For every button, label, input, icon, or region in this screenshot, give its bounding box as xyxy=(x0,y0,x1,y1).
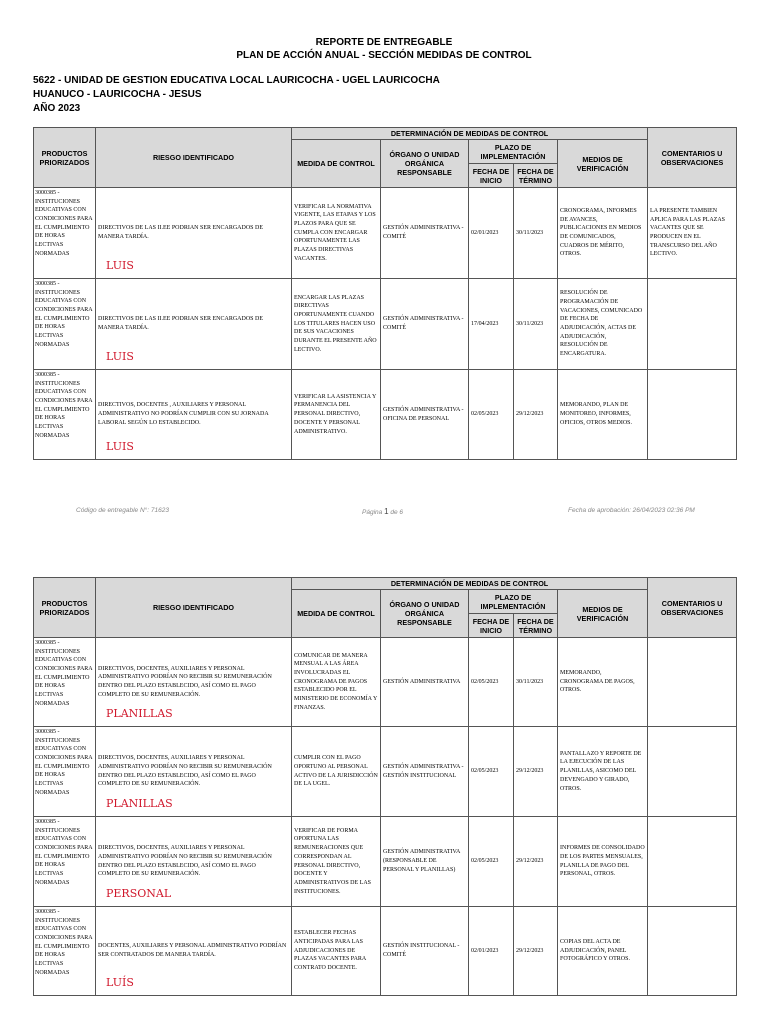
producto-cell: 3000385 - INSTITUCIONES EDUCATIVAS CON CONDICIONES PARA EL CUMPLIMIENTO DE HORAS LECTIVAS NORMADAS xyxy=(34,817,96,907)
approval-date: Fecha de aprobación: 26/04/2023 02:36 PM xyxy=(568,507,695,514)
fecha-inicio-cell: 02/05/2023 xyxy=(469,727,514,817)
header-riesgo: RIESGO IDENTIFICADO xyxy=(96,128,292,188)
comentarios-cell: LA PRESENTE TAMBIEN APLICA PARA LAS PLAZAS VACANTES QUE SE PRODUCEN EN EL TRANSCURSO DEL AÑO LECTIVO. xyxy=(648,188,737,279)
organo-cell: GESTIÓN ADMINISTRATIVA - COMITÉ xyxy=(381,188,469,279)
comentarios-cell xyxy=(648,727,737,817)
fecha-termino-cell: 30/11/2023 xyxy=(514,279,558,370)
organo-cell: GESTIÓN ADMINISTRATIVA - OFICINA DE PERSONAL xyxy=(381,370,469,460)
medida-cell: VERIFICAR DE FORMA OPORTUNA LAS REMUNERACIONES QUE CORRESPONDAN AL PERSONAL DIRECTIVO, DOCENTE Y ADMINISTRATIVOS DE LAS INSTITUCIONES. xyxy=(292,817,381,907)
organo-cell: GESTIÓN ADMINISTRATIVA - GESTIÓN INSTITUCIONAL xyxy=(381,727,469,817)
header-medida: MEDIDA DE CONTROL xyxy=(292,140,381,188)
fecha-inicio-cell: 02/01/2023 xyxy=(469,907,514,996)
fecha-termino-cell: 29/12/2023 xyxy=(514,370,558,460)
fecha-termino-cell: 30/11/2023 xyxy=(514,188,558,279)
header-fecha-inicio: FECHA DE INICIO xyxy=(469,614,514,638)
page-indicator: Página 1 de 6 xyxy=(362,507,403,516)
medios-cell: PANTALLAZO Y REPORTE DE LA EJECUCIÓN DE LAS PLANILLAS, ASICOMO DEL DEVENGADO Y GIRADO, OTROS. xyxy=(558,727,648,817)
fecha-termino-cell: 29/12/2023 xyxy=(514,727,558,817)
riesgo-cell: DIRECTIVOS, DOCENTES, AUXILIARES Y PERSONAL ADMINISTRATIVO PODRÍAN NO RECIBIR SU REMUNERACIÓN DENTRO DEL PLAZO ESTABLECIDO, ASÍ COMO EL PAGO COMPLETO DE SU REMUNERACIÓN. PLANILLAS xyxy=(96,727,292,817)
header-medios: MEDIOS DE VERIFICACIÓN xyxy=(558,140,648,188)
table-row xyxy=(34,279,737,370)
organo-cell: GESTIÓN INSTITUCIONAL - COMITÉ xyxy=(381,907,469,996)
producto-cell: 3000385 - INSTITUCIONES EDUCATIVAS CON CONDICIONES PARA EL CUMPLIMIENTO DE HORAS LECTIVAS NORMADAS xyxy=(34,638,96,727)
fecha-inicio-cell: 02/05/2023 xyxy=(469,817,514,907)
medios-cell: RESOLUCIÓN DE PROGRAMACIÓN DE VACACIONES, COMUNICADO DE FECHA DE ADJUDICACIÓN, ACTAS DE ADJUDICACIÓN, RESOLUCIÓN DE ENCARGATURA. xyxy=(558,279,648,370)
deliverable-code: Código de entregable N°: 71623 xyxy=(76,507,169,514)
riesgo-cell: DIRECTIVOS, DOCENTES, AUXILIARES Y PERSONAL ADMINISTRATIVO PODRÍAN NO RECIBIR SU REMUNERACIÓN DENTRO DEL PLAZO ESTABLECIDO, ASÍ COMO EL PAGO COMPLETO DE SU REMUNERACIÓN. PERSONAL xyxy=(96,817,292,907)
producto-cell: 3000385 - INSTITUCIONES EDUCATIVAS CON CONDICIONES PARA EL CUMPLIMIENTO DE HORAS LECTIVAS NORMADAS xyxy=(34,188,96,279)
header-determinacion: DETERMINACIÓN DE MEDIDAS DE CONTROL xyxy=(292,128,648,140)
medida-cell: VERIFICAR LA ASISTENCIA Y PERMANENCIA DEL PERSONAL DIRECTIVO, DOCENTE Y PERSONAL ADMINISTRATIVO. xyxy=(292,370,381,460)
fecha-inicio-cell: 02/01/2023 xyxy=(469,188,514,279)
report-subtitle: PLAN DE ACCIÓN ANUAL - SECCIÓN MEDIDAS DE CONTROL xyxy=(236,50,532,61)
table-row xyxy=(34,638,737,727)
comentarios-cell xyxy=(648,279,737,370)
control-measures-table-page1 xyxy=(33,127,737,460)
riesgo-cell: DOCENTES, AUXILIARES Y PERSONAL ADMINISTRATIVO PODRÍAN SER CONTRATADOS DE MANERA TARDÍA. LUÍS xyxy=(96,907,292,996)
producto-cell: 3000385 - INSTITUCIONES EDUCATIVAS CON CONDICIONES PARA EL CUMPLIMIENTO DE HORAS LECTIVAS NORMADAS xyxy=(34,907,96,996)
header-plazo: PLAZO DE IMPLEMENTACIÓN xyxy=(469,140,558,164)
handwritten-note: LUÍS xyxy=(106,976,134,990)
fecha-inicio-cell: 17/04/2023 xyxy=(469,279,514,370)
comentarios-cell xyxy=(648,370,737,460)
location: HUANUCO - LAURICOCHA - JESUS xyxy=(33,89,202,100)
handwritten-note: PLANILLAS xyxy=(106,797,173,811)
medios-cell: CRONOGRAMA, INFORMES DE AVANCES, PUBLICACIONES EN MEDIOS DE COMUNICADOS, CUADROS DE MÉRITO, OTROS. xyxy=(558,188,648,279)
unit-name: 5622 - UNIDAD DE GESTION EDUCATIVA LOCAL LAURICOCHA - UGEL LAURICOCHA xyxy=(33,75,440,86)
fecha-termino-cell: 29/12/2023 xyxy=(514,907,558,996)
comentarios-cell xyxy=(648,907,737,996)
header-comentarios: COMENTARIOS U OBSERVACIONES xyxy=(648,578,737,638)
header-organo: ÓRGANO O UNIDAD ORGÁNICA RESPONSABLE xyxy=(381,140,469,188)
producto-cell: 3000385 - INSTITUCIONES EDUCATIVAS CON CONDICIONES PARA EL CUMPLIMIENTO DE HORAS LECTIVAS NORMADAS xyxy=(34,370,96,460)
header-productos: PRODUCTOS PRIORIZADOS xyxy=(34,578,96,638)
header-medida: MEDIDA DE CONTROL xyxy=(292,590,381,638)
fecha-inicio-cell: 02/05/2023 xyxy=(469,638,514,727)
header-medios: MEDIOS DE VERIFICACIÓN xyxy=(558,590,648,638)
year: AÑO 2023 xyxy=(33,103,81,114)
header-comentarios: COMENTARIOS U OBSERVACIONES xyxy=(648,128,737,188)
fecha-termino-cell: 29/12/2023 xyxy=(514,817,558,907)
header-fecha-termino: FECHA DE TÉRMINO xyxy=(514,614,558,638)
riesgo-cell: DIRECTIVOS, DOCENTES , AUXILIARES Y PERSONAL ADMINISTRATIVO NO PODRÍAN CUMPLIR CON SU JORNADA LABORAL SEGÚN LO ESTABLECIDO. LUIS xyxy=(96,370,292,460)
header-productos: PRODUCTOS PRIORIZADOS xyxy=(34,128,96,188)
table-row xyxy=(34,907,737,996)
medios-cell: MEMORANDO, PLAN DE MONITOREO, INFORMES, OFICIOS, OTROS MEDIOS. xyxy=(558,370,648,460)
producto-cell: 3000385 - INSTITUCIONES EDUCATIVAS CON CONDICIONES PARA EL CUMPLIMIENTO DE HORAS LECTIVAS NORMADAS xyxy=(34,727,96,817)
organo-cell: GESTIÓN ADMINISTRATIVA xyxy=(381,638,469,727)
table-row xyxy=(34,370,737,460)
control-measures-table-page2 xyxy=(33,577,737,996)
header-plazo: PLAZO DE IMPLEMENTACIÓN xyxy=(469,590,558,614)
producto-cell: 3000385 - INSTITUCIONES EDUCATIVAS CON CONDICIONES PARA EL CUMPLIMIENTO DE HORAS LECTIVAS NORMADAS xyxy=(34,279,96,370)
header-fecha-termino: FECHA DE TÉRMINO xyxy=(514,164,558,188)
comentarios-cell xyxy=(648,817,737,907)
organo-cell: GESTIÓN ADMINISTRATIVA (RESPONSABLE DE PERSONAL Y PLANILLAS) xyxy=(381,817,469,907)
medida-cell: VERIFICAR LA NORMATIVA VIGENTE, LAS ETAPAS Y LOS PLAZOS PARA QUE SE CUMPLA CON ENCARGAR OPORTUNAMENTE LAS PLAZAS DIRECTIVAS VACANTES. xyxy=(292,188,381,279)
medida-cell: CUMPLIR CON EL PAGO OPORTUNO AL PERSONAL ACTIVO DE LA JURISDICCIÓN DE LA UGEL. xyxy=(292,727,381,817)
riesgo-cell: DIRECTIVOS DE LAS II.EE PODRIAN SER ENCARGADOS DE MANERA TARDÍA. LUIS xyxy=(96,188,292,279)
medida-cell: COMUNICAR DE MANERA MENSUAL A LAS ÁREA INVOLUCRADAS EL CRONOGRAMA DE PAGOS ESTABLECIDO POR EL MINISTERIO DE ECONOMÍA Y FINANZAS. xyxy=(292,638,381,727)
comentarios-cell xyxy=(648,638,737,727)
organo-cell: GESTIÓN ADMINISTRATIVA - COMITÉ xyxy=(381,279,469,370)
handwritten-note: LUIS xyxy=(106,259,134,273)
medios-cell: COPIAS DEL ACTA DE ADJUDICACIÓN, PANEL FOTOGRÁFICO Y OTROS. xyxy=(558,907,648,996)
riesgo-cell: DIRECTIVOS, DOCENTES, AUXILIARES Y PERSONAL ADMINISTRATIVO PODRÍAN NO RECIBIR SU REMUNERACIÓN DENTRO DEL PLAZO ESTABLECIDO, ASÍ COMO EL PAGO COMPLETO DE SU REMUNERACIÓN. PLANILLAS xyxy=(96,638,292,727)
table-row xyxy=(34,817,737,907)
medida-cell: ENCARGAR LAS PLAZAS DIRECTIVAS OPORTUNAMENTE CUANDO LOS TITULARES HACEN USO DE SUS VACACIONES DURANTE EL PRESENTE AÑO LECTIVO. xyxy=(292,279,381,370)
handwritten-note: PLANILLAS xyxy=(106,707,173,721)
table-row xyxy=(34,188,737,279)
report-title: REPORTE DE ENTREGABLE xyxy=(315,37,453,48)
header-organo: ÓRGANO O UNIDAD ORGÁNICA RESPONSABLE xyxy=(381,590,469,638)
medios-cell: MEMORANDO, CRONOGRAMA DE PAGOS, OTROS. xyxy=(558,638,648,727)
table-row xyxy=(34,727,737,817)
medios-cell: INFORMES DE CONSOLIDADO DE LOS PARTES MENSUALES, PLANILLA DE PAGO DEL PERSONAL, OTROS. xyxy=(558,817,648,907)
header-riesgo: RIESGO IDENTIFICADO xyxy=(96,578,292,638)
medida-cell: ESTABLECER FECHAS ANTICIPADAS PARA LAS ADJUDICACIONES DE PLAZAS VACANTES PARA CONTRATO DOCENTE. xyxy=(292,907,381,996)
handwritten-note: PERSONAL xyxy=(106,887,172,901)
header-fecha-inicio: FECHA DE INICIO xyxy=(469,164,514,188)
fecha-inicio-cell: 02/05/2023 xyxy=(469,370,514,460)
handwritten-note: LUIS xyxy=(106,440,134,454)
fecha-termino-cell: 30/11/2023 xyxy=(514,638,558,727)
handwritten-note: LUIS xyxy=(106,350,134,364)
header-determinacion: DETERMINACIÓN DE MEDIDAS DE CONTROL xyxy=(292,578,648,590)
riesgo-cell: DIRECTIVOS DE LAS II.EE PODRIAN SER ENCARGADOS DE MANERA TARDÍA. LUIS xyxy=(96,279,292,370)
